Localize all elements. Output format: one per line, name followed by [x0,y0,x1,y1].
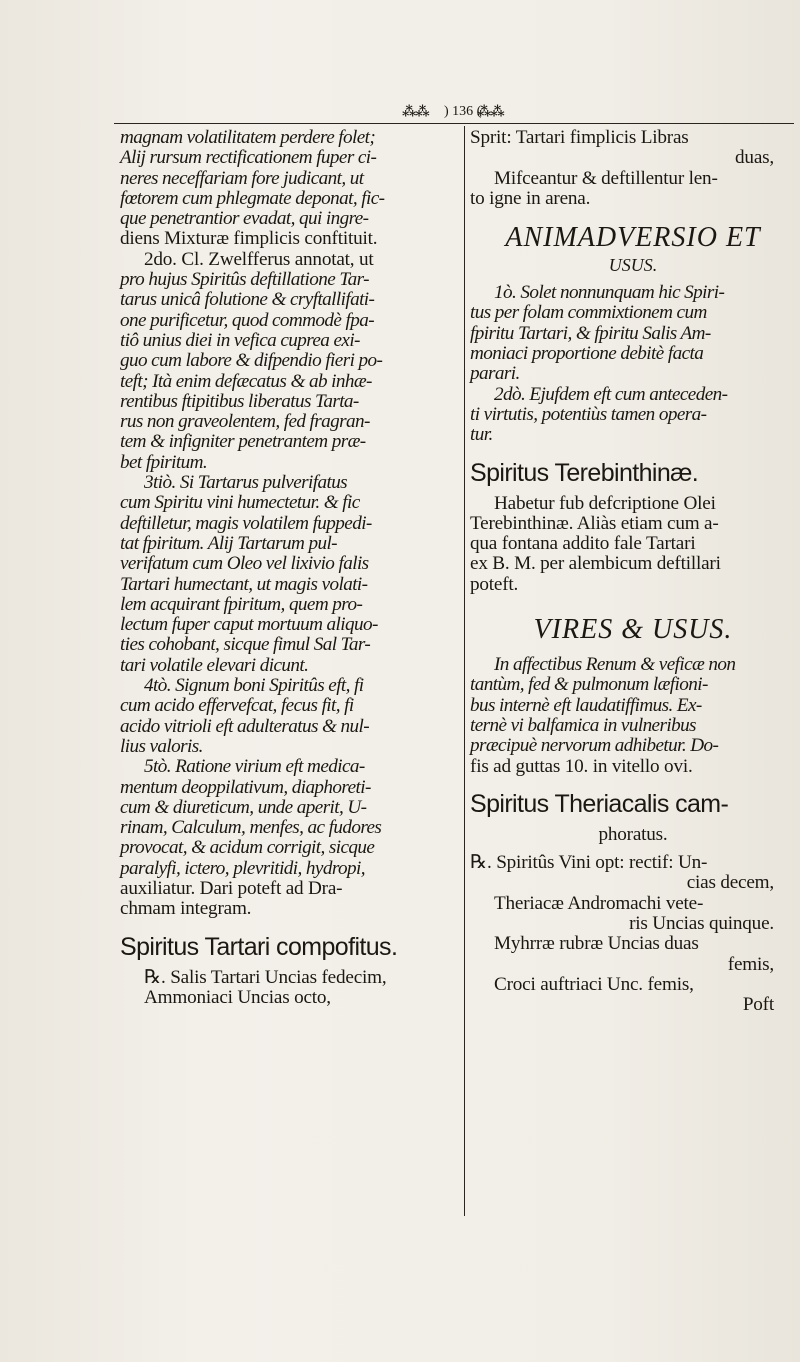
text-line: moniaci proportione debitè facta [470,343,704,365]
page-header [114,102,794,124]
text-line: parari. [470,363,520,385]
text-line: tiô unius diei in vefica cuprea exi- [120,329,360,351]
column-divider [464,126,465,1216]
text-line: cum Spiritu vini humectetur. & fic [120,492,360,514]
recipe-line: Myhrræ rubræ Uncias duas [494,933,699,955]
text-line: Habetur fub defcriptione Olei [494,492,716,514]
text-line: præcipuè nervorum adhibetur. Do- [470,735,719,757]
left-column [120,128,460,1008]
header-ornament-right: ⁂⁂ [477,105,504,120]
catchword: Poft [742,994,774,1016]
text-line: acido vitrioli eft adulteratus & nul- [120,715,370,737]
text-line: Tartari humectant, ut magis volati- [120,573,368,595]
recipe-line: Croci auftriaci Unc. femis, [494,973,694,995]
text-line: lius valoris. [120,735,203,757]
text-line: Alij rursum rectificationem fuper ci- [120,147,377,169]
right-column [470,128,796,1016]
text-line: lem acquirant fpiritum, quem pro- [120,593,363,615]
text-line: 2dò. Ejufdem eft cum anteceden- [494,383,728,405]
section-heading-vires-usus: VIRES & USUS. [533,614,733,646]
recipe-line: ℞. Salis Tartari Uncias fedecim, [144,966,387,988]
text-line: guo cum labore & difpendio fieri po- [120,350,383,372]
text-line: verifatum cum Oleo vel lixivio falis [120,553,369,575]
section-subheading-camphoratus: phoratus. [598,823,668,845]
text-line: Sprit: Tartari fimplicis Libras [470,127,689,148]
text-line: bus internè eft laudatiffimus. Ex- [470,694,702,716]
recipe-line: cias decem, [686,872,774,894]
text-line: pro hujus Spiritûs deftillatione Tar- [120,269,369,291]
text-line: Terebinthinæ. Aliàs etiam cum a- [470,512,719,534]
page-number: ) 136 ( [444,104,482,119]
section-heading-spiritus-theriacalis: Spiritus Theriacalis cam- [470,789,729,818]
text-line: rentibus ftipitibus liberatus Tarta- [120,390,359,412]
text-line: ex B. M. per alembicum deftillari [470,553,721,575]
text-line: tantùm, fed & pulmonum læfioni- [470,674,708,696]
section-subheading-usus: USUS. [608,255,658,276]
text-line: auxiliatur. Dari poteft ad Dra- [120,877,343,899]
text-line: paralyfi, ictero, plevritidi, hydropi, [120,857,365,879]
recipe-line: ℞. Spiritûs Vini opt: rectif: Un- [470,852,708,874]
text-line: tem & infigniter penetrantem præ- [120,431,366,453]
text-line: poteft. [470,573,519,595]
text-line: tus per folam commixtionem cum [470,302,707,324]
text-line: bet fpiritum. [120,451,208,473]
section-heading-animadversio: ANIMADVERSIO ET [505,222,761,254]
text-line: cum acido effervefcat, fecus fit, fi [120,695,354,717]
text-line: 3tiò. Si Tartarus pulverifatus [144,472,348,494]
text-line: 1ò. Solet nonnunquam hic Spiri- [494,282,725,304]
text-line: 4tò. Signum boni Spiritûs eft, fi [144,675,364,697]
text-line: tat fpiritum. Alij Tartarum pul- [120,532,337,554]
text-line: deftilletur, magis volatilem fuppedi- [120,512,372,534]
text-line: Mifceantur & deftillentur len- [494,167,718,189]
text-line: tarus unicâ folutione & cryftallifati- [120,289,375,311]
section-heading-spiritus-terebinthinae: Spiritus Terebinthinæ. [470,458,699,487]
text-line: fpiritu Tartari, & fpiritu Salis Am- [470,322,711,344]
text-line: provocat, & acidum corrigit, sicque [120,837,375,859]
recipe-line: Ammoniaci Uncias octo, [144,986,331,1008]
text-line: 5tò. Ratione virium eft medica- [144,756,365,778]
text-line: to igne in arena. [470,187,591,209]
text-line: rinam, Calculum, menfes, ac fudores [120,817,382,839]
header-rule [114,123,794,124]
text-line: 2do. Cl. Zwelfferus annotat, ut [144,248,374,270]
text-line: duas, [735,147,774,169]
text-line: In affectibus Renum & veficæ non [494,654,736,676]
text-line: neres neceffariam fore judicant, ut [120,167,364,189]
recipe-line: ris Uncias quinque. [629,913,774,935]
text-line: cum & diureticum, unde aperit, U- [120,796,367,818]
text-line: que penetrantior evadat, qui ingre- [120,208,369,230]
header-ornament-left: ⁂⁂ [402,105,429,120]
text-line: ties cohobant, sicque fimul Sal Tar- [120,634,371,656]
text-line: tari volatile elevari dicunt. [120,654,309,676]
recipe-line: Theriacæ Andromachi vete- [494,892,704,914]
recipe-line: femis, [727,953,774,975]
text-line: chmam integram. [120,898,252,920]
section-heading-spiritus-tartari-compositus: Spiritus Tartari compofitus. [120,932,398,961]
text-line: one purificetur, quod commodè fpa- [120,309,375,331]
text-line: tur. [470,424,493,446]
text-line: diens Mixturæ fimplicis conftituit. [120,228,378,250]
text-line: magnam volatilitatem perdere folet; [120,127,376,148]
text-line: lectum fuper caput mortuum aliquo- [120,614,378,636]
text-line: qua fontana addito fale Tartari [470,533,696,555]
text-line: ternè vi balfamica in vulneribus [470,714,696,736]
text-line: ti virtutis, potentiùs tamen opera- [470,403,707,425]
text-line: fœtorem cum phlegmate deponat, fic- [120,187,385,209]
text-line: rus non graveolentem, fed fragran- [120,411,370,433]
text-line: teft; Ità enim defæcatus & ab inhæ- [120,370,372,392]
text-line: fis ad guttas 10. in vitello ovi. [470,755,693,777]
text-line: mentum deoppilativum, diaphoreti- [120,776,371,798]
